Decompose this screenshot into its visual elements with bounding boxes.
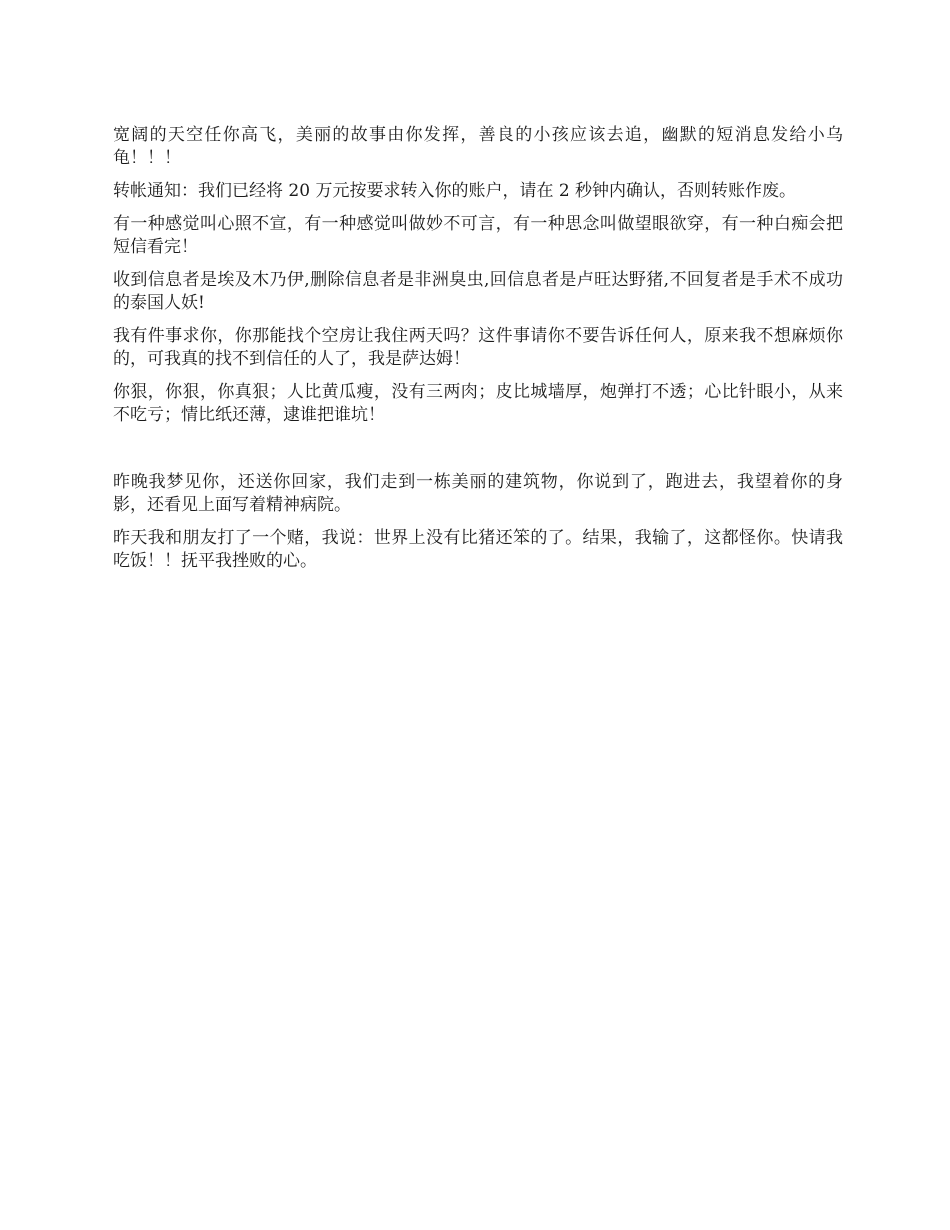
paragraph-empty-room: 我有件事求你，你那能找个空房让我住两天吗？这件事请你不要告诉任何人，原来我不想麻烦你的，可我真的找不到信任的人了，我是萨达姆！: [113, 326, 843, 369]
section-spacer: [113, 437, 843, 471]
paragraph-message-receiver: 收到信息者是埃及木乃伊,删除信息者是非洲臭虫,回信息者是卢旺达野猪,不回复者是手术不成功的泰国人妖!: [113, 270, 843, 313]
paragraph-sky: 宽阔的天空任你高飞，美丽的故事由你发挥，善良的小孩应该去追，幽默的短消息发给小乌龟！！！: [113, 125, 843, 168]
document-body: [113, 124, 843, 583]
paragraph-transfer-notice: 转帐通知：我们已经将 20 万元按要求转入你的账户，请在 2 秒钟内确认，否则转账作废。: [113, 181, 797, 201]
paragraph-feeling: 有一种感觉叫心照不宣，有一种感觉叫做妙不可言，有一种思念叫做望眼欲穿，有一种白痴会把短信看完！: [113, 214, 843, 257]
paragraph-ruthless: 你狠，你狠，你真狠；人比黄瓜瘦，没有三两肉；皮比城墙厚，炮弹打不透；心比针眼小，从来不吃亏；情比纸还薄，逮谁把谁坑！: [113, 382, 843, 425]
paragraph-bet: 昨天我和朋友打了一个赌，我说：世界上没有比猪还笨的了。结果，我输了，这都怪你。快请我吃饭！！抚平我挫败的心。: [113, 528, 843, 571]
paragraph-dream: 昨晚我梦见你，还送你回家，我们走到一栋美丽的建筑物，你说到了，跑进去，我望着你的身影，还看见上面写着精神病院。: [113, 472, 843, 515]
